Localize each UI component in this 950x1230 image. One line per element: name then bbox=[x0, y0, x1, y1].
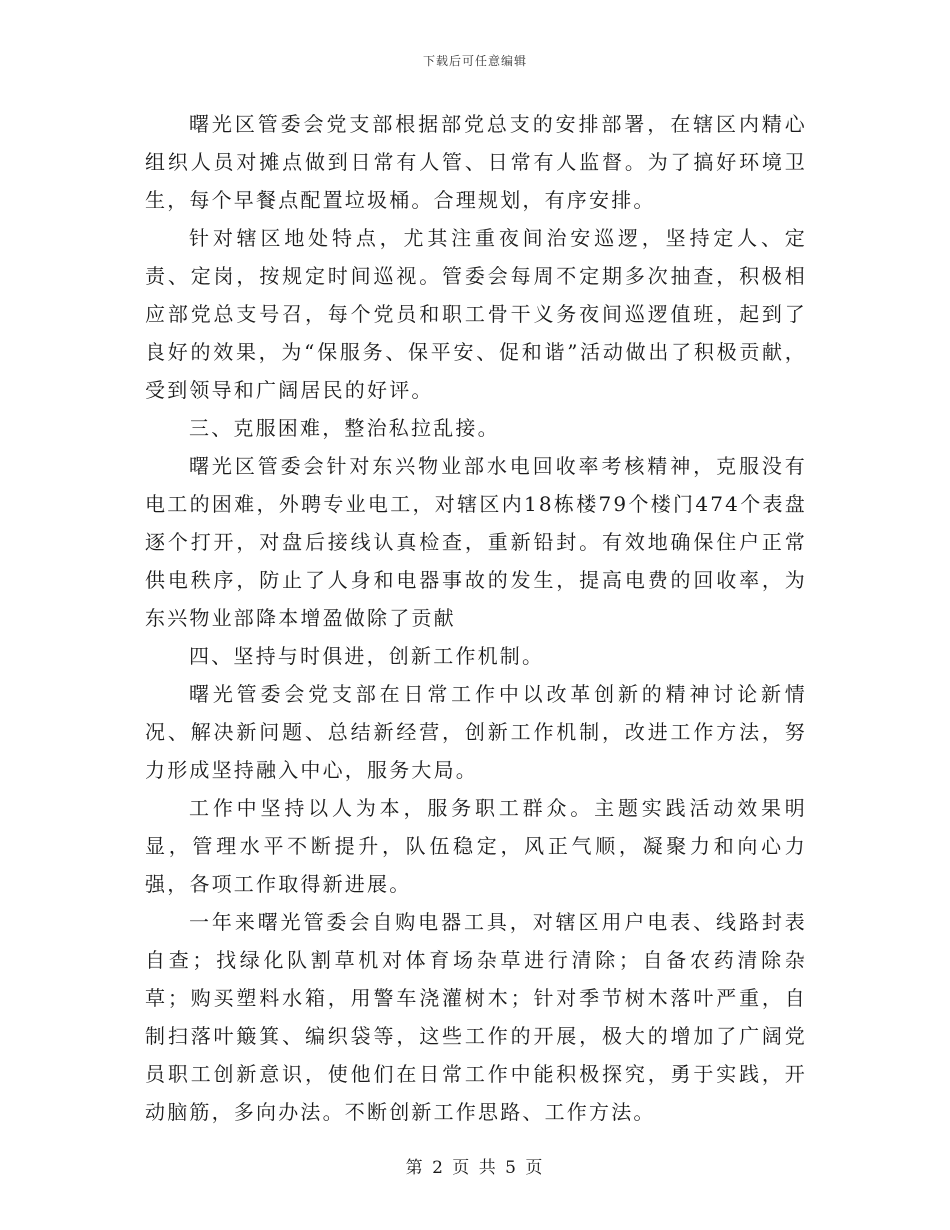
header-note: 下载后可任意编辑 bbox=[422, 54, 527, 68]
paragraph-4: 曙光管委会党支部在日常工作中以改革创新的精神讨论新情况、解决新问题、总结新经营，创新工作机制，改进工作方法，努力形成坚持融入中心，服务大局。 bbox=[145, 682, 807, 782]
document-body bbox=[145, 105, 807, 1131]
page-number-footer: 第 2 页 共 5 页 bbox=[405, 1158, 545, 1178]
paragraph-6: 一年来曙光管委会自购电器工具，对辖区用户电表、线路封表自查；找绿化队割草机对体育场杂草进行清除；自备农药清除杂草；购买塑料水箱，用警车浇灌树木；针对季节树木落叶严重，自制扫落叶簸箕、编织袋等，这些工作的开展，极大的增加了广阔党员职工创新意识，使他们在日常工作中能积极探究，勇于实践，开动脑筋，多向办法。不断创新工作思路、工作方法。 bbox=[145, 910, 807, 1124]
section-heading-3: 三、克服困难，整治私拉乱接。 bbox=[189, 416, 500, 440]
section-heading-4: 四、坚持与时俱进，创新工作机制。 bbox=[189, 644, 545, 668]
paragraph-2: 针对辖区地处特点，尤其注重夜间治安巡逻，坚持定人、定责、定岗，按规定时间巡视。管委会每周不定期多次抽查，积极相应部党总支号召，每个党员和职工骨干义务夜间巡逻值班，起到了良好的效果，为“保服务、保平安、促和谐”活动做出了积极贡献，受到领导和广阔居民的好评。 bbox=[145, 226, 807, 402]
paragraph-3: 曙光区管委会针对东兴物业部水电回收率考核精神，克服没有电工的困难，外聘专业电工，对辖区内18栋楼79个楼门474个表盘逐个打开，对盘后接线认真检查，重新铅封。有效地确保住户正常供电秩序，防止了人身和电器事故的发生，提高电费的回收率，为东兴物业部降本增盈做除了贡献 bbox=[145, 454, 807, 630]
paragraph-1: 曙光区管委会党支部根据部党总支的安排部署，在辖区内精心组织人员对摊点做到日常有人管、日常有人监督。为了搞好环境卫生，每个早餐点配置垃圾桶。合理规划，有序安排。 bbox=[145, 112, 807, 212]
paragraph-5: 工作中坚持以人为本，服务职工群众。主题实践活动效果明显，管理水平不断提升，队伍稳定，风正气顺，凝聚力和向心力强，各项工作取得新进展。 bbox=[145, 796, 807, 896]
